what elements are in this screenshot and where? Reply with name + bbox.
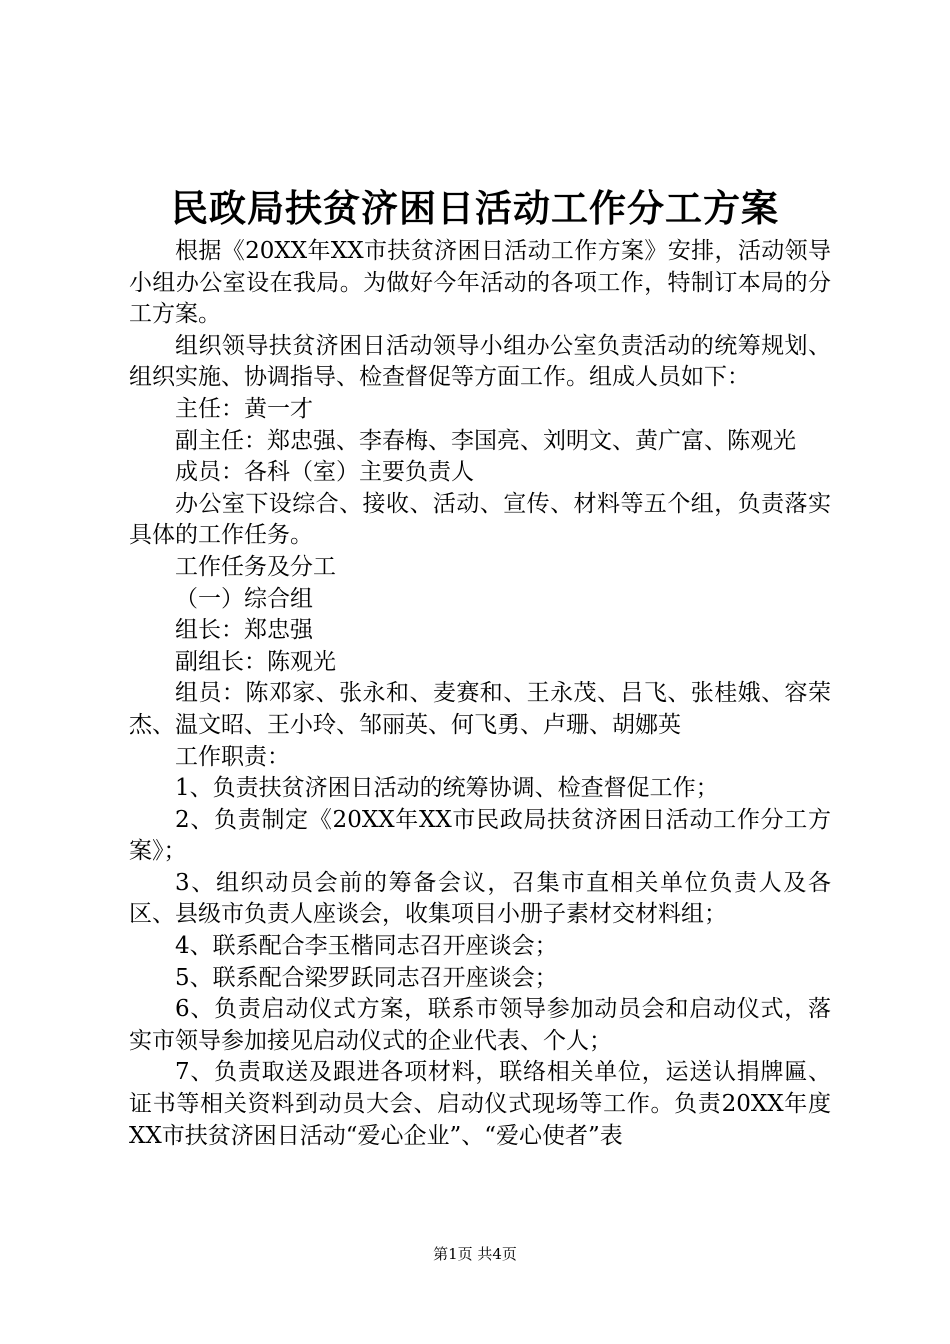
paragraph: 6、负责启动仪式方案，联系市领导参加动员会和启动仪式，落实市领导参加接见启动仪式的企业代表、个人； bbox=[129, 996, 831, 1054]
paragraph: 1、负责扶贫济困日活动的统筹协调、检查督促工作； bbox=[175, 775, 719, 802]
paragraph: 组长：郑忠强 bbox=[175, 617, 313, 644]
paragraph: 副组长：陈观光 bbox=[175, 648, 336, 675]
paragraph: 办公室下设综合、接收、活动、宣传、材料等五个组，负责落实具体的工作任务。 bbox=[129, 490, 831, 549]
paragraph: 成员：各科（室）主要负责人 bbox=[175, 459, 474, 486]
document-body bbox=[129, 236, 831, 1152]
paragraph: 5、联系配合梁罗跃同志召开座谈会； bbox=[175, 964, 558, 991]
paragraph: 7、负责取送及跟进各项材料，联络相关单位，运送认捐牌匾、证书等相关资料到动员大会、启动仪式现场等工作。负责20XX年度XX市扶贫济困日活动“爱心企业”、“爱心使者”表 bbox=[129, 1059, 831, 1149]
document-title: 民政局扶贫济困日活动工作分工方案 bbox=[171, 186, 779, 230]
paragraph: 2、负责制定《20XX年XX市民政局扶贫济困日活动工作分工方案》； bbox=[129, 806, 831, 865]
paragraph: 副主任：郑忠强、李春梅、李国亮、刘明文、黄广富、陈观光 bbox=[175, 427, 796, 454]
paragraph: 3、组织动员会前的筹备会议，召集市直相关单位负责人及各区、县级市负责人座谈会，收集项目小册子素材交材料组； bbox=[129, 869, 831, 928]
paragraph: 工作任务及分工 bbox=[175, 553, 336, 580]
paragraph: 根据《20XX年XX市扶贫济困日活动工作方案》安排，活动领导小组办公室设在我局。为做好今年活动的各项工作，特制订本局的分工方案。 bbox=[129, 238, 831, 328]
page-number-footer: 第1页 共4页 bbox=[433, 1245, 517, 1263]
paragraph: 组员：陈邓家、张永和、麦赛和、王永茂、吕飞、张桂娥、容荣杰、温文昭、王小玲、邹丽英、何飞勇、卢珊、胡娜英 bbox=[129, 680, 831, 738]
paragraph: （一）综合组 bbox=[175, 585, 313, 612]
paragraph: 4、联系配合李玉楷同志召开座谈会； bbox=[175, 933, 558, 960]
paragraph: 工作职责： bbox=[175, 743, 290, 770]
paragraph: 主任：黄一才 bbox=[175, 395, 313, 422]
paragraph: 组织领导扶贫济困日活动领导小组办公室负责活动的统筹规划、组织实施、协调指导、检查督促等方面工作。组成人员如下： bbox=[129, 332, 831, 391]
